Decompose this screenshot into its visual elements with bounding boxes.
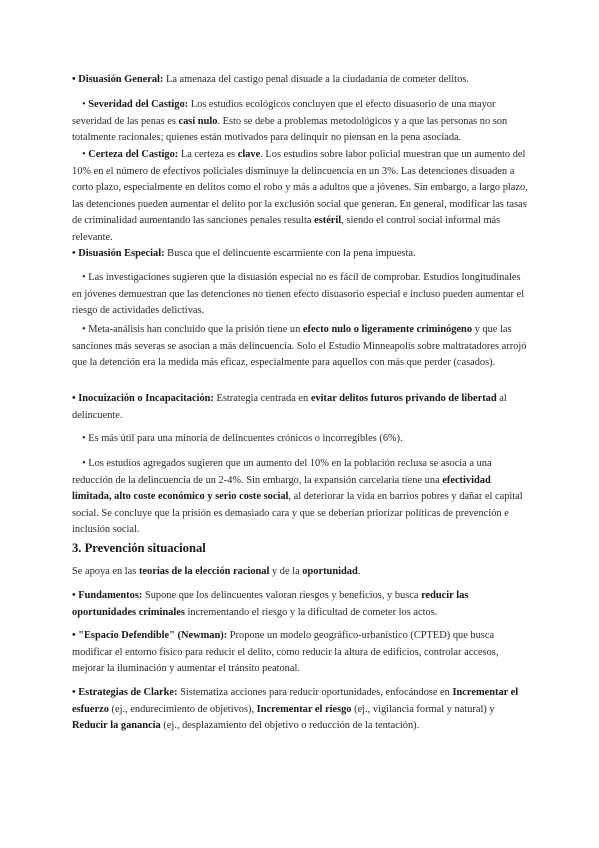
text-run: • Meta-análisis han concluido que la prisión tiene un <box>82 324 303 335</box>
bold-text: • Estrategias de Clarke: <box>72 687 178 698</box>
bold-text: • Fundamentos: <box>72 590 143 601</box>
text-run: . Esto se debe a problemas metodológicos y a que las personas no son totalmente racionales; quienes están motivados para delinquir no piensan en la pena asociada. <box>72 115 508 143</box>
bold-text: casi nulo <box>178 115 218 127</box>
paragraph-certeza-castigo <box>72 147 530 246</box>
paragraph-disuasion-especial <box>72 246 530 263</box>
bold-text: • Disuasión General: <box>72 74 164 85</box>
bold-text: • "Espacio Defendible" (Newman): <box>72 630 228 641</box>
bold-text: efectividad limitada, alto coste económico y serio coste social <box>72 474 491 502</box>
paragraph-investigaciones <box>72 270 530 320</box>
bold-text: • Disuasión Especial: <box>72 248 165 259</box>
text-run: y de la <box>269 566 303 577</box>
bold-text: Incrementar el riesgo <box>256 703 352 715</box>
bold-text: evitar delitos futuros privando de libertad <box>310 393 497 404</box>
bold-text: Incrementar el esfuerzo <box>72 687 519 715</box>
bold-text: oportunidad <box>302 566 358 577</box>
text-run: • <box>82 149 89 160</box>
bold-text: • Inocuización o Incapacitación: <box>72 393 214 404</box>
text-run: (ej., endurecimiento de objetivos), <box>108 703 257 715</box>
paragraph-minoria-cronicos <box>72 431 530 448</box>
text-run: Propone un modelo geográfico-urbanístico (CPTED) que busca modificar el entorno físico para reducir el delito, como reducir la altura de edificios, controlar accesos, mejorar la iluminación y aumentar el tránsito peatonal. <box>72 630 499 674</box>
text-run: (ej., desplazamiento del objetivo o reducción de la tentación). <box>160 720 420 731</box>
paragraph-meta-analisis <box>72 322 530 372</box>
text-run: , siendo el control social informal más relevante. <box>72 215 501 243</box>
text-run: y que las sanciones más severas se asocian a más delincuencia. Solo el Estudio Minneapolis sobre maltratadores arrojó que la detención era la medida más eficaz, especialmente para aquellos con más que perder (casados). <box>72 324 527 368</box>
bold-text: estéril <box>314 215 342 226</box>
paragraph-espacio-defendible <box>72 628 530 678</box>
heading-text: 3. Prevención situacional <box>72 541 206 555</box>
bold-text: Reducir la ganancia <box>72 720 161 731</box>
bold-text: efecto nulo o ligeramente criminógeno <box>302 324 473 335</box>
text-run: incrementando el riesgo y la dificultad de cometer los actos. <box>184 606 438 618</box>
text-run: La certeza es <box>178 149 238 160</box>
paragraph-estudios-agregados <box>72 456 530 539</box>
text-run: . Los estudios sobre labor policial muestran que un aumento del 10% en el número de efectivos policiales disminuye la delincuencia en un 3%. Las detenciones disuaden a corto plazo, especialmente en delitos como el robo y más a adultos que a jóvenes. Sin embargo, a largo plazo, las detenciones pueden aumentar el delito por la exclusión social que generan. En general, modificar las tasas de criminalidad aumentando las sanciones penales resulta <box>72 149 528 226</box>
bold-text: clave <box>237 149 261 160</box>
paragraph-fundamentos <box>72 588 530 621</box>
text-run: Supone que los delincuentes valoran riesgos y beneficios, y busca <box>142 590 422 601</box>
bold-text: teorías de la elección racional <box>138 566 270 577</box>
paragraph-estrategias-clarke <box>72 685 530 735</box>
text-run: • Es más útil para una minoría de delincuentes crónicos o incorregibles (6%). <box>82 433 403 444</box>
text-run: Sistematiza acciones para reducir oportunidades, enfocándose en <box>177 687 453 698</box>
text-run: Se apoya en las <box>72 566 139 577</box>
paragraph-disuasion-general <box>72 72 530 89</box>
text-run: Los estudios ecológicos concluyen que el efecto disuasorio de una mayor severidad de las penas es <box>72 99 496 127</box>
text-run: Estrategia centrada en <box>213 393 311 404</box>
text-run: La amenaza del castigo penal disuade a la ciudadanía de cometer delitos. <box>163 74 469 85</box>
section-heading <box>72 540 530 556</box>
text-run: • Las investigaciones sugieren que la disuasión especial no es fácil de comprobar. Estudios longitudinales en jóvenes demuestran que las detenciones no tienen efecto disuasorio especial e incluso pueden aumentar el riesgo de actividades delictivas. <box>72 272 525 316</box>
paragraph-inocuizacion <box>72 391 530 424</box>
text-run: al delincuente. <box>72 393 507 421</box>
text-run: • <box>82 99 89 110</box>
text-run: • Los estudios agregados sugieren que un aumento del 10% en la población reclusa se asocia a una reducción de la delincuencia de un 2-4%. Sin embargo, la expansión carcelaria tiene una <box>72 458 492 486</box>
bold-text: Severidad del Castigo: <box>88 99 189 110</box>
text-run: . <box>357 566 361 577</box>
text-run: Busca que el delincuente escarmiente con la pena impuesta. <box>164 248 416 259</box>
paragraph-severidad-castigo <box>72 97 530 147</box>
bold-text: reducir las oportunidades criminales <box>72 590 469 618</box>
text-run: , al deteriorar la vida en barrios pobres y dañar el capital social. Se concluye que la prisión es demasiado cara y que se deberían priorizar políticas de prevención e inclusión social. <box>72 491 523 535</box>
text-run: (ej., vigilancia formal y natural) y <box>351 703 495 715</box>
paragraph-intro-prevencion <box>72 564 530 581</box>
bold-text: Certeza del Castigo: <box>88 149 179 160</box>
